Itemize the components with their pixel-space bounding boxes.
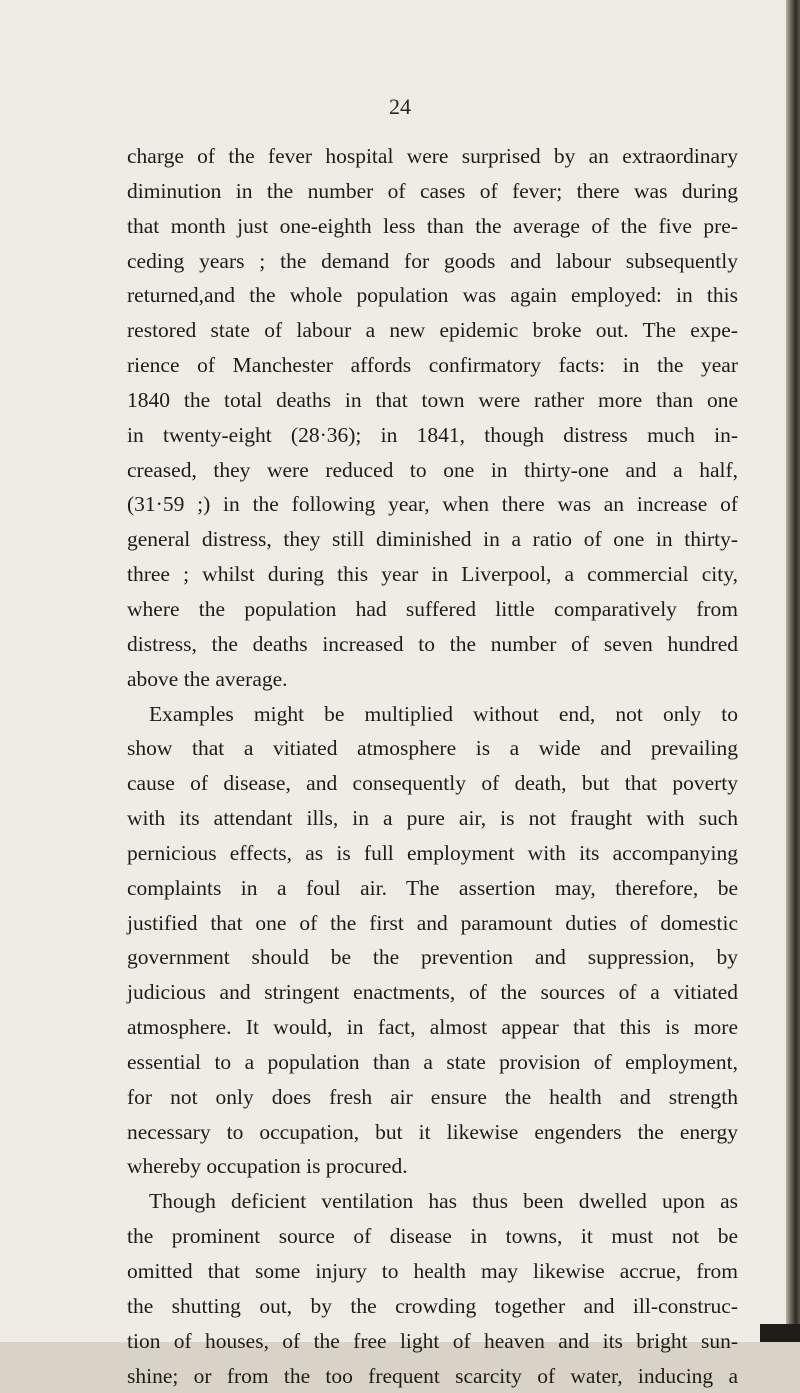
text-line: necessary to occupation, but it likewise engenders the energy [127,1119,738,1144]
text-line: government should be the prevention and suppression, by [127,945,738,970]
text-line: tion of houses, of the free light of heaven and its bright sun- [127,1328,738,1353]
text-line: Examples might be multiplied without end, not only to [149,701,738,726]
text-line: charge of the fever hospital were surprised by an extraordinary [127,144,738,168]
text-line: omitted that some injury to health may likewise accrue, from [127,1259,738,1283]
text-line: in twenty-eight (28·36); in 1841, though distress much in- [127,422,738,447]
text-line: essential to a population than a state provision of employment, [127,1049,738,1074]
text-line: cause of disease, and consequently of death, but that poverty [127,771,738,796]
text-line: diminution in the number of cases of fever; there was during [127,178,738,203]
text-line: returned,and the whole population was again employed: in this [127,283,738,308]
text-line: general distress, they still diminished in a ratio of one in thirty- [127,527,738,552]
text-line: whereby occupation is procured. [127,1154,408,1179]
text-line: the prominent source of disease in towns, it must not be [127,1224,738,1249]
text-line: shine; or from the too frequent scarcity of water, inducing a [127,1363,738,1388]
text-line: three ; whilst during this year in Liverpool, a commercial city, [127,562,738,587]
text-line: atmosphere. It would, in fact, almost appear that this is more [127,1015,738,1040]
text-line: ceding years ; the demand for goods and labour subsequently [127,248,738,273]
page-number: 24 [389,94,411,119]
body-text [127,139,738,1393]
text-line: with its attendant ills, in a pure air, is not fraught with such [127,806,738,831]
page-edge-shadow [786,0,800,1342]
text-line: rience of Manchester affords confirmatory facts: in the year [127,353,738,378]
text-line: pernicious effects, as is full employment with its accompanying [127,840,738,865]
text-line: distress, the deaths increased to the number of seven hundred [127,631,738,656]
text-line: creased, they were reduced to one in thirty-one and a half, [127,457,738,482]
text-line: the shutting out, by the crowding together and ill-construc- [127,1293,738,1318]
text-line: above the average. [127,666,288,691]
text-line: where the population had suffered little comparatively from [127,596,738,621]
text-line: that month just one-eighth less than the average of the five pre- [127,213,738,238]
text-line: judicious and stringent enactments, of the sources of a vitiated [127,980,738,1005]
text-line: 1840 the total deaths in that town were rather more than one [127,387,738,412]
text-line: (31·59 ;) in the following year, when there was an increase of [127,492,738,517]
text-line: complaints in a foul air. The assertion may, therefore, be [127,875,738,900]
text-line: show that a vitiated atmosphere is a wide and prevailing [127,736,738,761]
text-line: restored state of labour a new epidemic broke out. The expe- [127,318,738,343]
text-line: for not only does fresh air ensure the health and strength [127,1084,738,1109]
page-corner-shadow [760,1324,800,1342]
text-line: justified that one of the first and paramount duties of domestic [127,910,738,935]
text-line: Though deficient ventilation has thus been dwelled upon as [149,1189,738,1214]
